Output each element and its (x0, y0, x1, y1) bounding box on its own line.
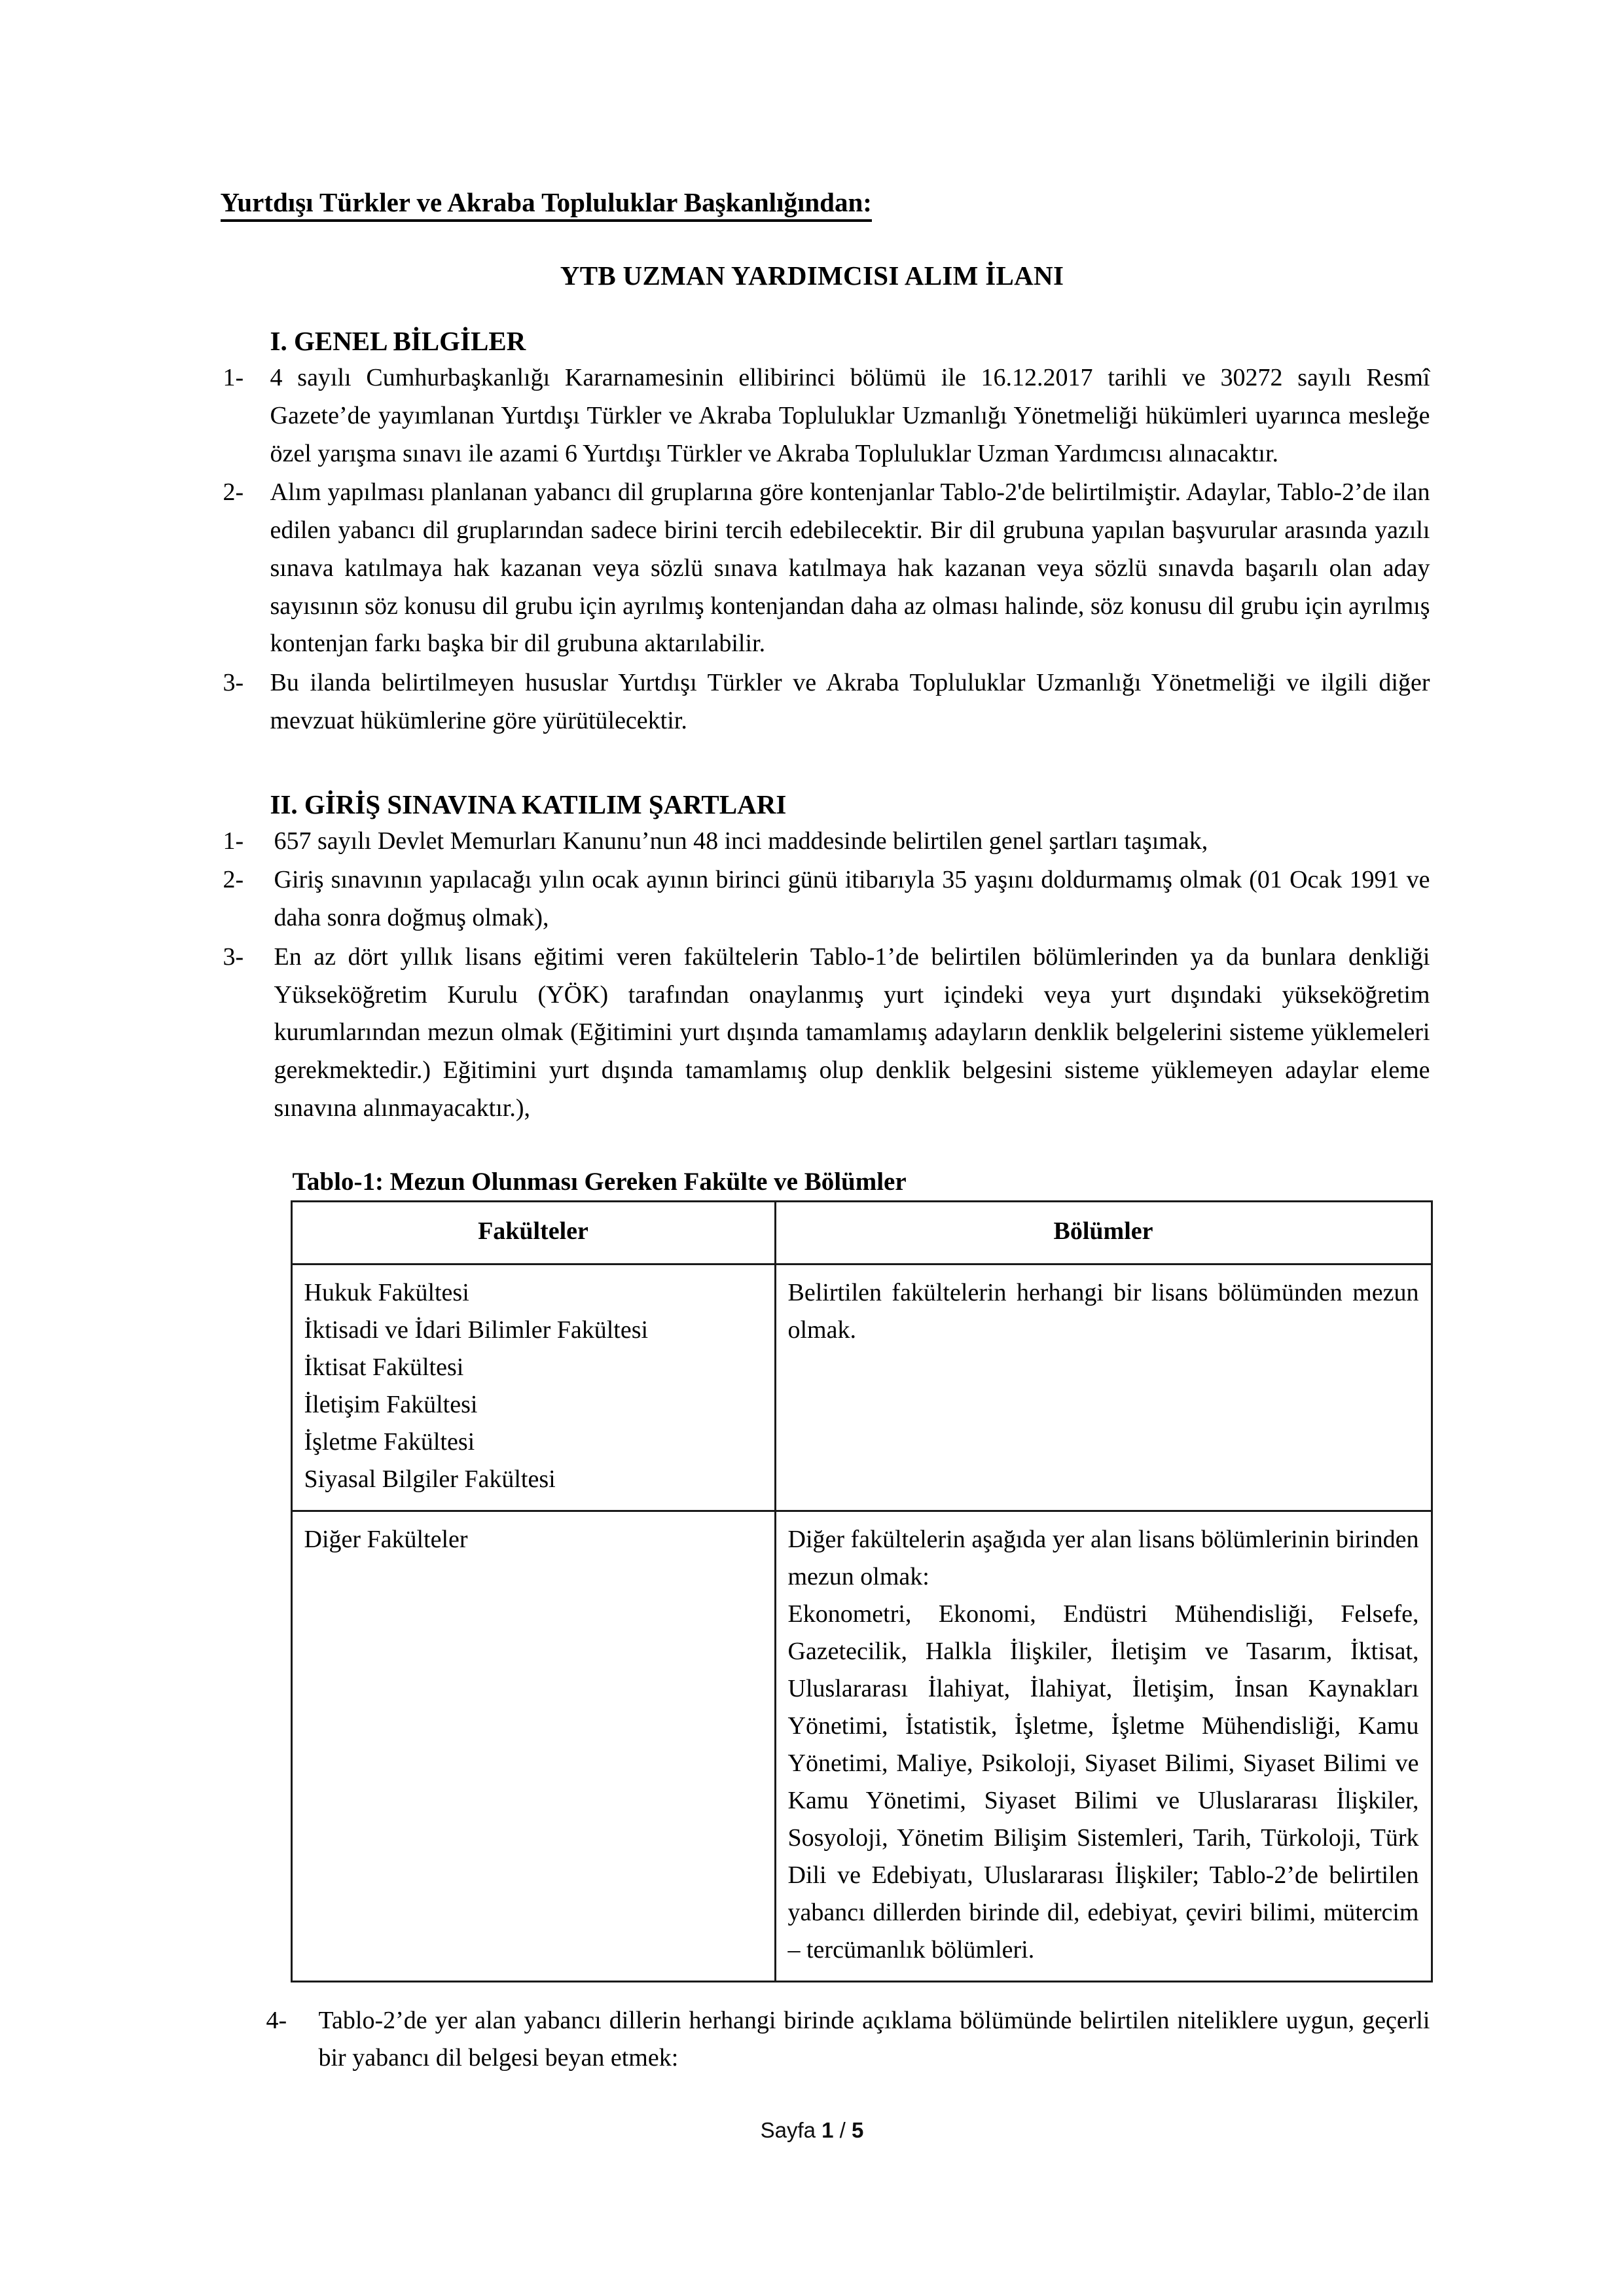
faculty-item: Hukuk Fakültesi (304, 1278, 469, 1306)
list-text: 657 sayılı Devlet Memurları Kanunu’nun 48 inci maddesinde belirtilen genel şartları taşımak, (274, 827, 1208, 855)
section2-list-continued (194, 2002, 1430, 2078)
org-line-wrapper (194, 187, 1430, 222)
list-item (194, 861, 1430, 937)
list-item (194, 823, 1430, 861)
list-item (194, 474, 1430, 663)
cell-other-department-list (775, 1511, 1432, 1981)
list-item (194, 359, 1430, 473)
faculty-item: İktisadi ve İdari Bilimler Fakültesi (304, 1316, 649, 1344)
table1 (291, 1200, 1433, 1982)
page-title: YTB UZMAN YARDIMCISI ALIM İLANI (560, 260, 1064, 291)
page-footer (0, 2118, 1624, 2143)
department-requirement-text: Belirtilen fakültelerin herhangi bir lisans bölümünden mezun olmak. (787, 1278, 1419, 1344)
section1-list (194, 359, 1430, 740)
list-marker: 1- (223, 827, 244, 855)
column-header-faculties: Fakülteler (291, 1201, 775, 1264)
list-text: En az dört yıllık lisans eğitimi veren fakültelerin Tablo-1’de belirtilen bölümlerinden ya da bunlara denkliği Yükseköğretim Kurulu (YÖK) tarafından onaylanmış yurt içindeki veya yurt dışındaki yükseköğretim kurumlarından mezun olmak (Eğitimini yurt dışında tamamlamış adayların denklik belgelerini sisteme yüklemeleri gerekmektedir.) Eğitimini yurt dışında tamamlamış olup denklik belgesini sisteme yüklemeyen adaylar eleme sınavına alınmayacaktır.), (274, 942, 1430, 1122)
list-text: Alım yapılması planlanan yabancı dil gruplarına göre kontenjanlar Tablo-2'de belirtilmiştir. Adaylar, Tablo-2’de ilan edilen yabancı dil gruplarından sadece birini tercih edebilecektir. Bir dil grubuna yapılan başvurular arasında yazılı sınava katılmaya hak kazanan veya sözlü sınava katılmaya hak kazanan veya sözlü sınavda başarılı olan aday sayısının söz konusu dil grubu için ayrılmış kontenjandan daha az olması halinde, söz konusu dil grubu için ayrılmış kontenjan farkı başka bir dil grubuna aktarılabilir. (270, 478, 1430, 658)
faculty-item: Siyasal Bilgiler Fakültesi (304, 1465, 556, 1493)
list-item (194, 939, 1430, 1128)
other-departments-text: Ekonometri, Ekonomi, Endüstri Mühendisliği, Felsefe, Gazetecilik, Halkla İlişkiler, İletişim ve Tasarım, İktisat, Uluslararası İlahiyat, İlahiyat, İletişim, İnsan Kaynakları Yönetimi, İstatistik, İşletme, İşletme Mühendisliği, Kamu Yönetimi, Maliye, Psikoloji, Siyaset Bilimi, Siyaset Bilimi ve Kamu Yönetimi, Siyaset Bilimi ve Uluslararası İlişkiler, Sosyoloji, Yönetim Bilişim Sistemleri, Tarih, Türkoloji, Türk Dili ve Edebiyatı, Uluslararası İlişkiler; Tablo-2’de belirtilen yabancı dillerden birinde dil, edebiyat, çeviri bilimi, mütercim – tercümanlık bölümleri. (787, 1600, 1419, 1964)
column-header-departments: Bölümler (775, 1201, 1432, 1264)
cell-other-faculties: Diğer Fakülteler (291, 1511, 775, 1981)
table-row (291, 1264, 1432, 1511)
list-marker: 3- (223, 669, 244, 697)
list-text: Bu ilanda belirtilmeyen hususlar Yurtdışı Türkler ve Akraba Topluluklar Uzmanlığı Yönetmeliği ve ilgili diğer mevzuat hükümlerine göre yürütülecektir. (270, 669, 1430, 734)
list-text: 4 sayılı Cumhurbaşkanlığı Kararnamesinin ellibirinci bölümü ile 16.12.2017 tarihli ve 30272 sayılı Resmî Gazete’de yayımlanan Yurtdışı Türkler ve Akraba Topluluklar Uzmanlığı Yönetmeliği hükümleri uyarınca mesleğe özel yarışma sınavı ile azami 6 Yurtdışı Türkler ve Akraba Topluluklar Uzman Yardımcısı alınacaktır. (270, 364, 1430, 467)
list-text: Giriş sınavının yapılacağı yılın ocak ayının birinci günü itibarıyla 35 yaşını doldurmamış olmak (01 Ocak 1991 ve daha sonra doğmuş olmak), (274, 866, 1430, 932)
page-content (194, 187, 1430, 2077)
footer-total-pages: 5 (852, 2118, 864, 2142)
list-item (194, 664, 1430, 740)
footer-page-number: 1 (821, 2118, 834, 2142)
footer-prefix: Sayfa (760, 2118, 822, 2142)
other-departments-intro: Diğer fakültelerin aşağıda yer alan lisans bölümlerinin birinden mezun olmak: (787, 1525, 1419, 1590)
table-row (291, 1511, 1432, 1981)
list-marker: 1- (223, 364, 244, 392)
table-header-row (291, 1201, 1432, 1264)
list-marker: 3- (223, 942, 244, 971)
cell-faculty-list (291, 1264, 775, 1511)
table1-caption: Tablo-1: Mezun Olunması Gereken Fakülte ve Bölümler (292, 1167, 907, 1196)
issuing-authority: Yurtdışı Türkler ve Akraba Topluluklar Başkanlığından: (221, 187, 872, 222)
section-heading-entry-exam-conditions: II. GİRİŞ SINAVINA KATILIM ŞARTLARI (270, 789, 787, 819)
footer-separator: / (833, 2118, 852, 2142)
list-marker: 2- (223, 866, 244, 894)
faculty-item: İşletme Fakültesi (304, 1427, 475, 1456)
list-text: Tablo-2’de yer alan yabancı dillerin herhangi birinde açıklama bölümünde belirtilen niteliklere uygun, geçerli bir yabancı dil belgesi beyan etmek: (318, 2006, 1430, 2072)
faculty-item: İletişim Fakültesi (304, 1390, 478, 1418)
list-marker: 4- (266, 2006, 287, 2034)
section-heading-general-info: I. GENEL BİLGİLER (270, 326, 526, 357)
cell-department-requirement (775, 1264, 1432, 1511)
section2-list (194, 823, 1430, 1128)
list-item (194, 2002, 1430, 2078)
list-marker: 2- (223, 478, 244, 507)
faculty-item: İktisat Fakültesi (304, 1353, 464, 1381)
